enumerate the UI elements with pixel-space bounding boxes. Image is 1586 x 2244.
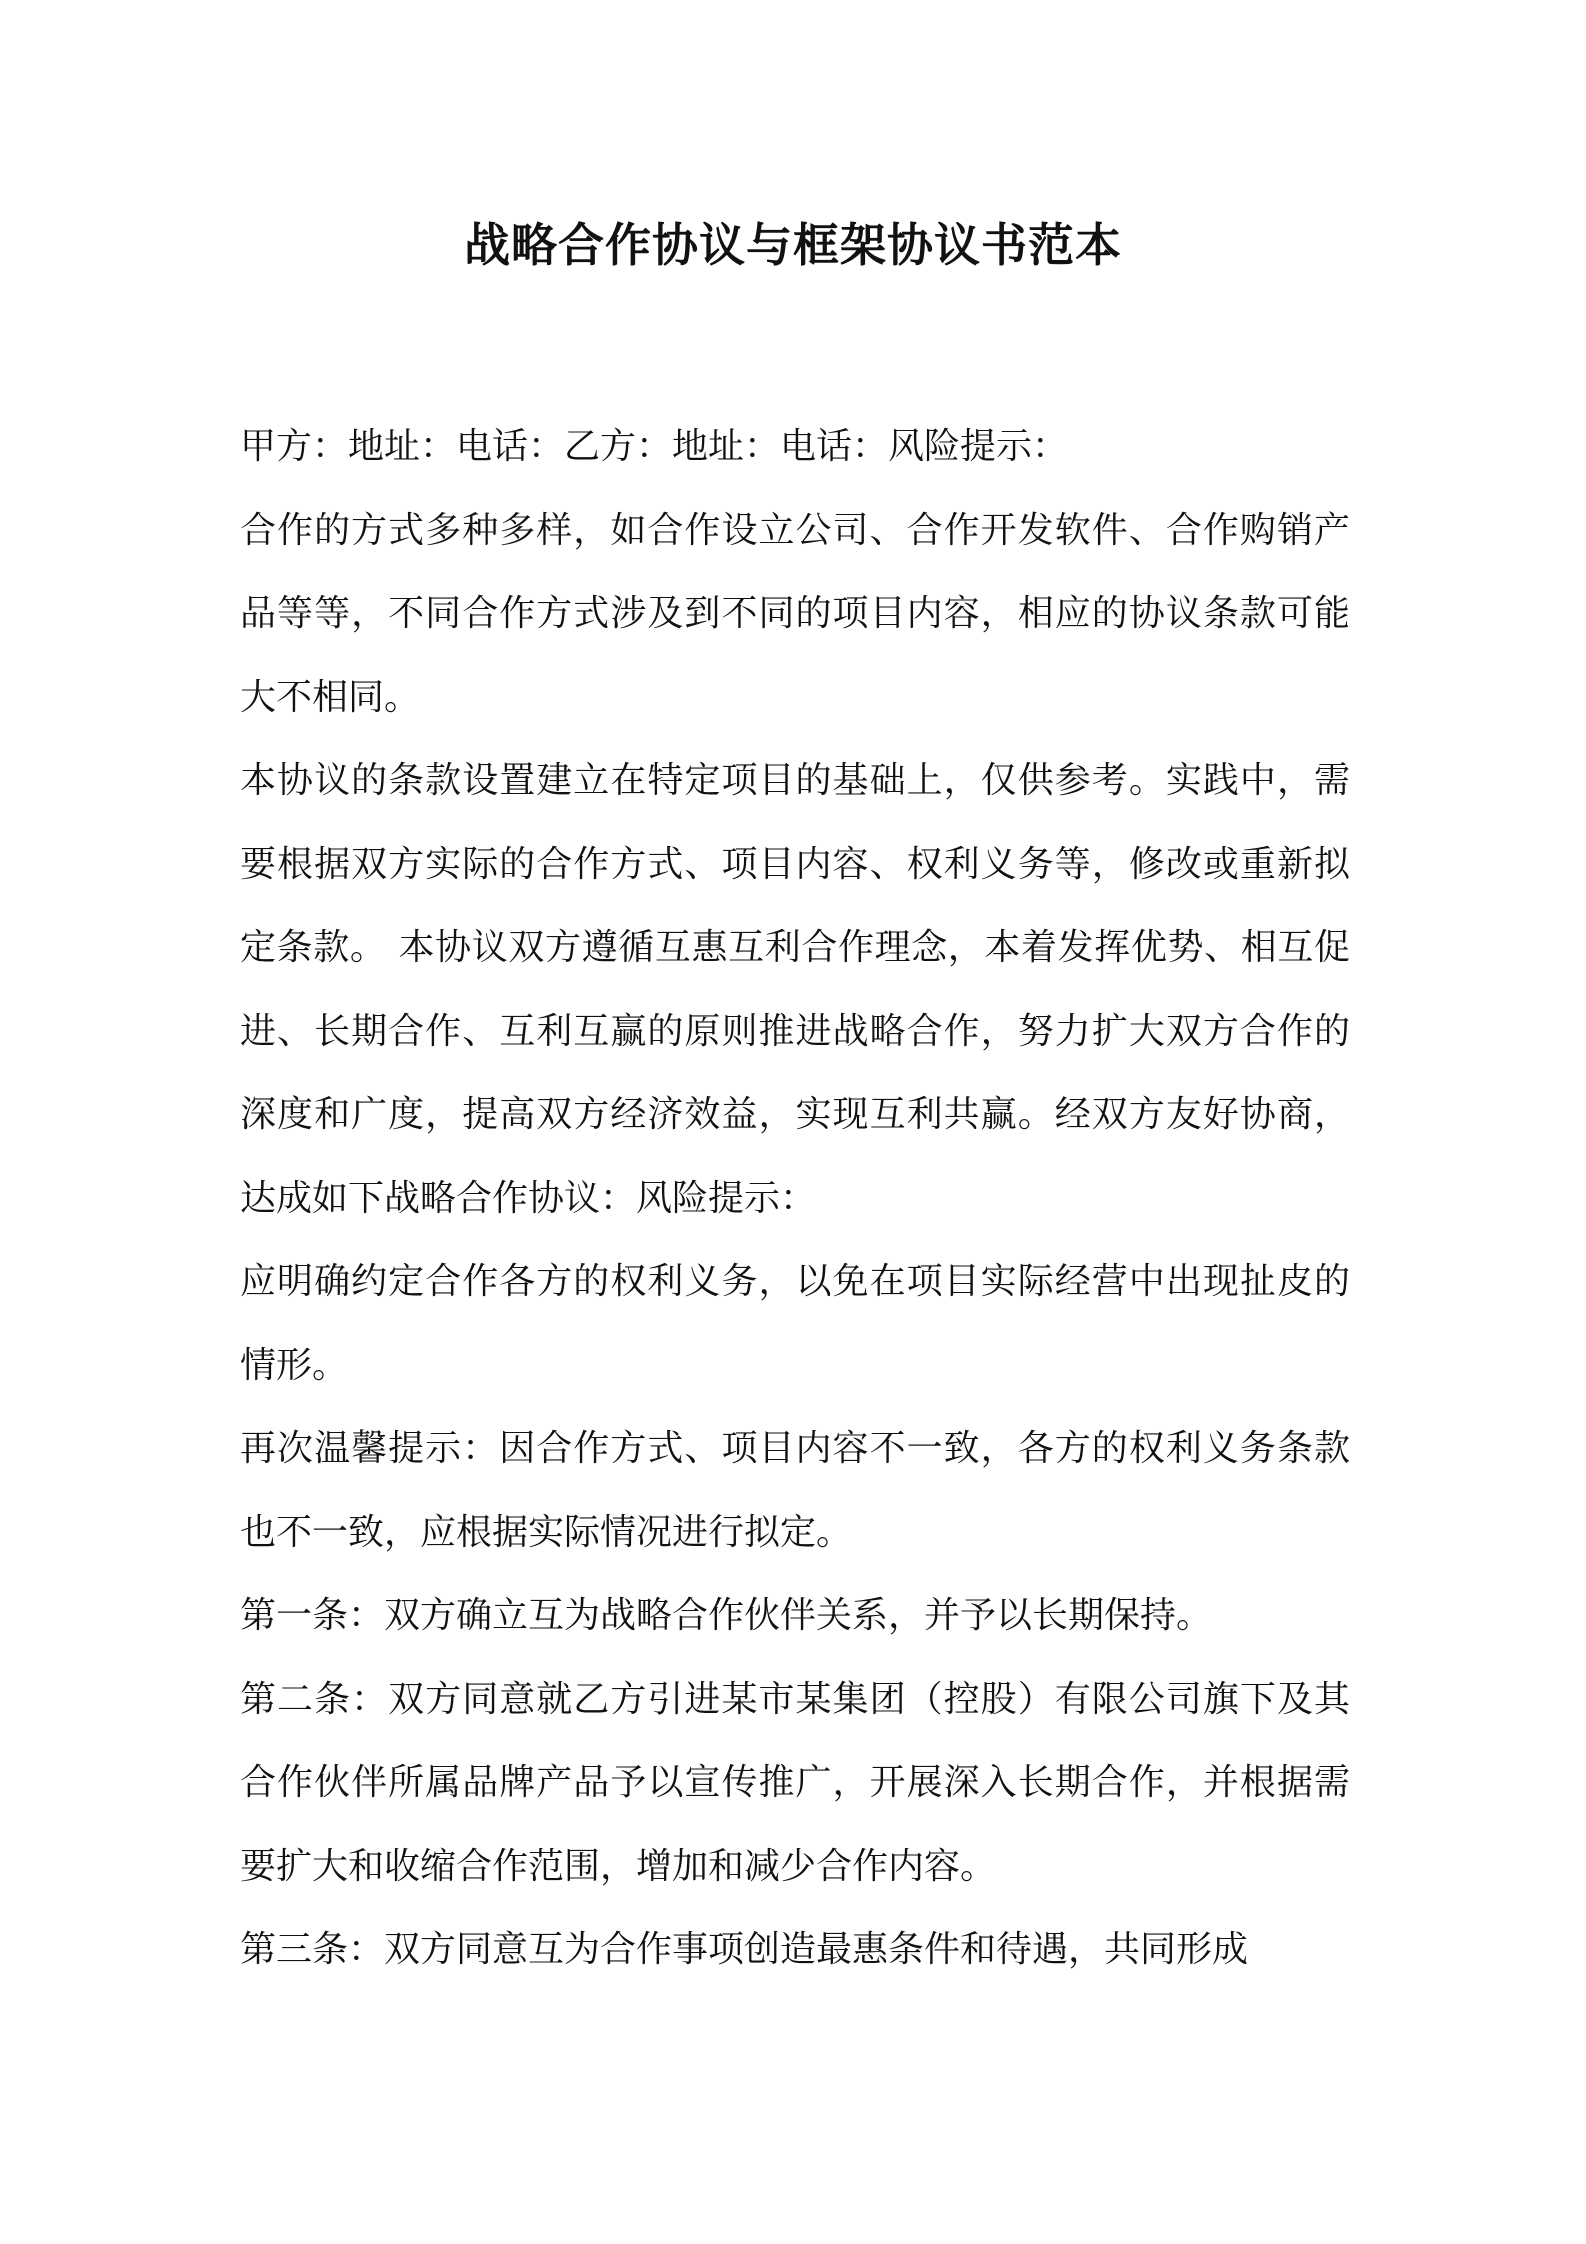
- document-title: 战略合作协议与框架协议书范本: [464, 218, 1122, 272]
- paragraph-parties: 甲方：地址：电话：乙方：地址：电话：风险提示：: [240, 426, 1069, 467]
- paragraph-reference-note: 本协议的条款设置建立在特定项目的基础上，仅供参考。实践中，需要根据双方实际的合作方式、项目内容、权利义务等，修改或重新拟定条款。 本协议双方遵循互惠互利合作理念，本着发挥优势、相互促进、长期合作、互利互赢的原则推进战略合作，努力扩大双方合作的深度和广度，提高双方经济效益，实现互利共赢。经双方友好协商，达成如下战略合作协议：风险提示：: [240, 760, 1350, 1219]
- paragraph-article-3: 第三条：双方同意互为合作事项创造最惠条件和待遇，共同形成: [240, 1929, 1249, 1970]
- paragraph-article-1: 第一条：双方确立互为战略合作伙伴关系，并予以长期保持。: [240, 1595, 1213, 1636]
- paragraph-article-2: 第二条：双方同意就乙方引进某市某集团（控股）有限公司旗下及其合作伙伴所属品牌产品予以宣传推广，开展深入长期合作，并根据需要扩大和收缩合作范围，增加和减少合作内容。: [240, 1678, 1350, 1887]
- paragraph-reminder: 再次温馨提示：因合作方式、项目内容不一致，各方的权利义务条款也不一致，应根据实际情况进行拟定。: [240, 1428, 1350, 1553]
- paragraph-rights-obligations: 应明确约定合作各方的权利义务，以免在项目实际经营中出现扯皮的情形。: [240, 1261, 1350, 1386]
- paragraph-cooperation-methods: 合作的方式多种多样，如合作设立公司、合作开发软件、合作购销产品等等，不同合作方式涉及到不同的项目内容，相应的协议条款可能大不相同。: [240, 509, 1350, 718]
- document-body: [240, 405, 1350, 1992]
